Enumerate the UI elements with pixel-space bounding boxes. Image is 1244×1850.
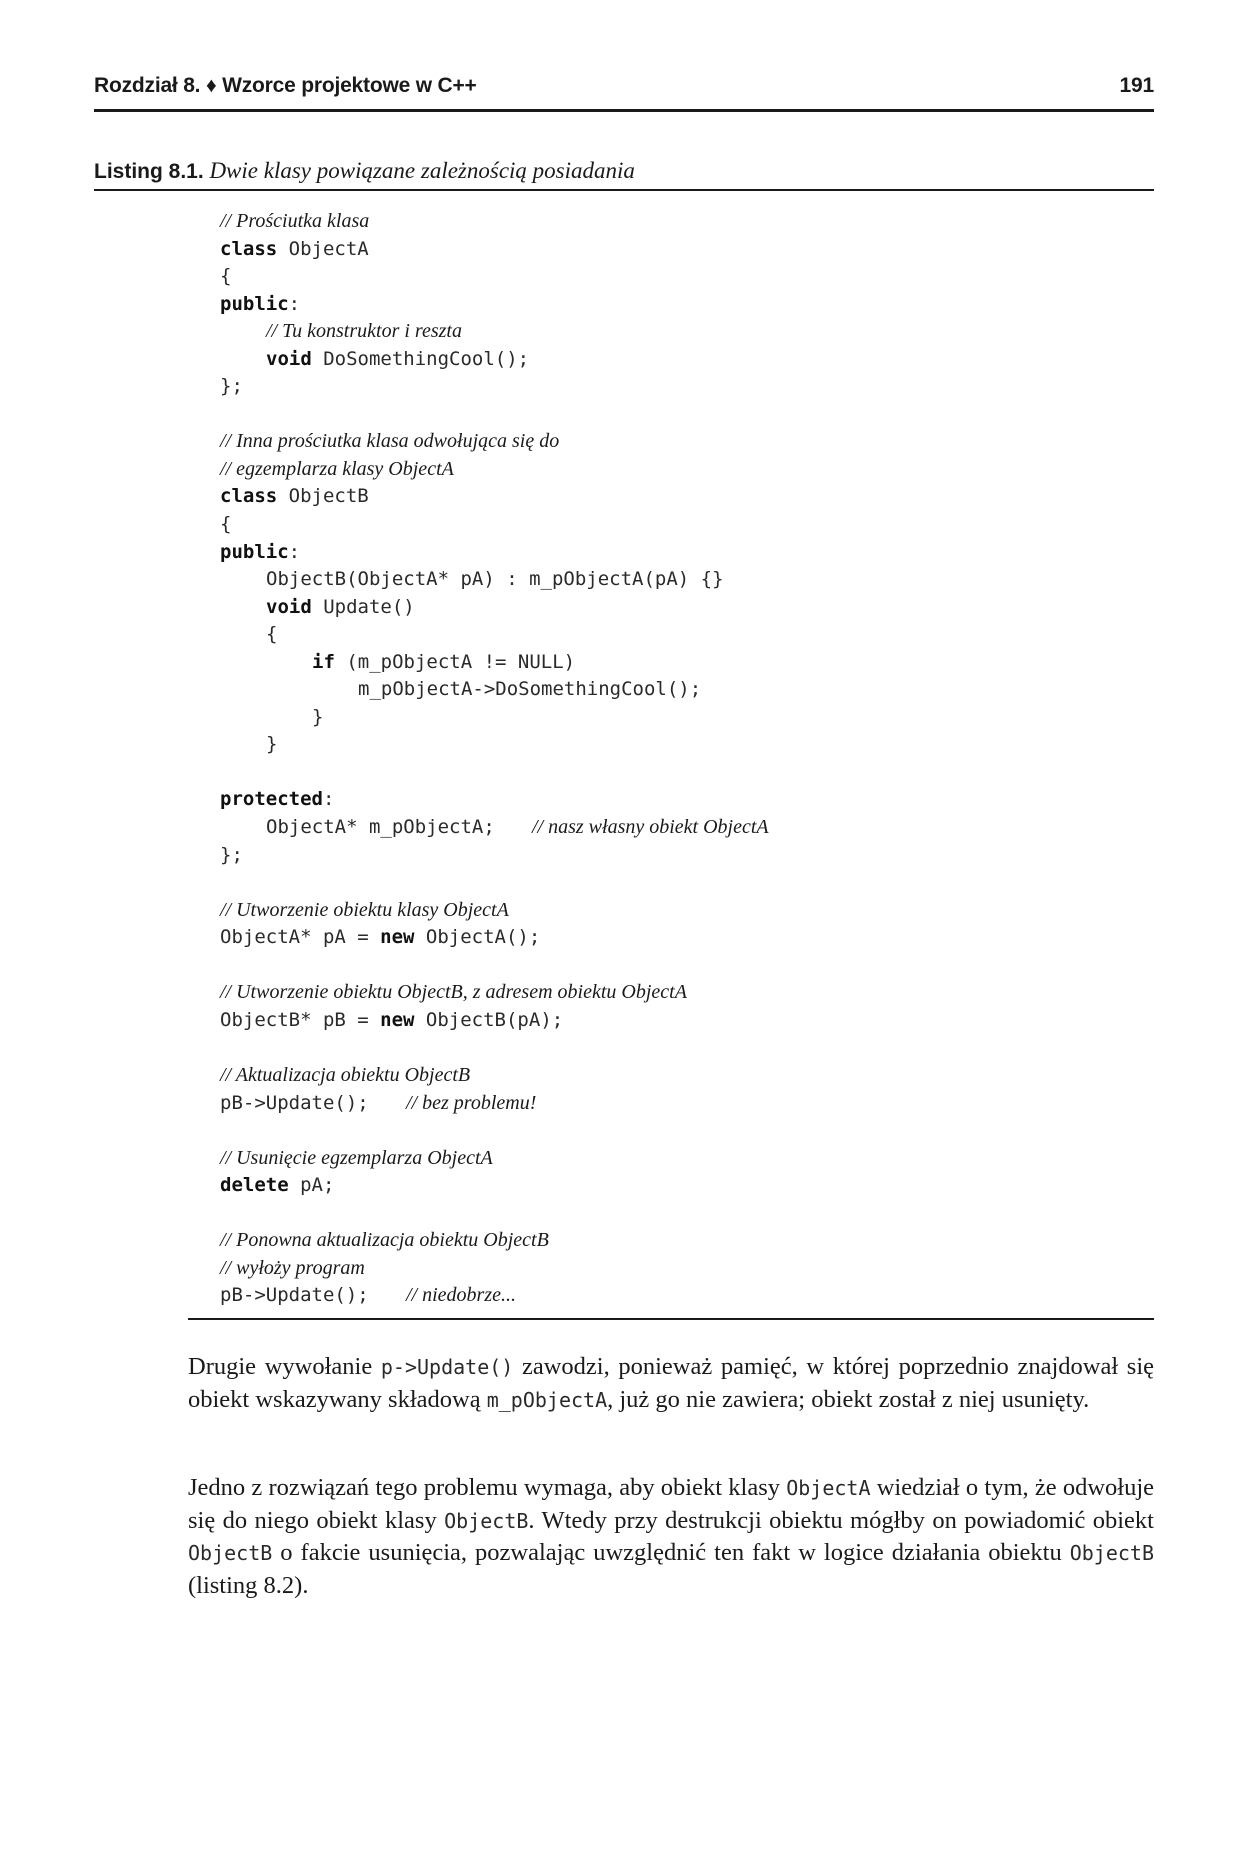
code-comment: // wyłoży program <box>220 1256 365 1279</box>
code-keyword: void <box>266 347 312 370</box>
code-keyword: void <box>266 595 312 618</box>
code-blank-line <box>220 759 1150 787</box>
code-inline-comment: // bez problemu! <box>406 1091 537 1114</box>
inline-code: ObjectB <box>444 1508 529 1533</box>
code-comment: // Aktualizacja obiektu ObjectB <box>220 1063 471 1086</box>
code-line: } <box>312 705 324 728</box>
code-blank-line <box>220 401 1150 429</box>
code-line <box>220 786 1150 814</box>
code-keyword: public <box>220 292 289 315</box>
code-line <box>220 1282 1150 1310</box>
paragraph-text: . Wtedy przy destrukcji obiektu mógłby on powiadomić obiekt <box>528 1506 1154 1534</box>
code-blank-line <box>220 1034 1150 1062</box>
code-comment: // egzemplarza klasy ObjectA <box>220 457 454 480</box>
listing-end-rule <box>188 1318 1154 1320</box>
listing-number: Listing 8.1. <box>94 160 204 183</box>
code-blank-line <box>220 1200 1150 1228</box>
code-line <box>220 236 1150 264</box>
paragraph-text: o fakcie usunięcia, pozwalając uwzględnić ten fakt w logice działania obiektu <box>272 1539 1070 1566</box>
code-line <box>220 1172 1150 1200</box>
code-text: : <box>288 292 301 315</box>
inline-code: m_pObjectA <box>486 1387 608 1412</box>
code-comment: // Ponowna aktualizacja obiektu ObjectB <box>220 1229 549 1252</box>
body-paragraph <box>188 1472 1154 1602</box>
code-text: ObjectB(pA); <box>414 1008 564 1031</box>
code-line <box>220 1007 1150 1035</box>
code-blank-line <box>220 952 1150 980</box>
code-line: } <box>266 733 278 756</box>
code-blank-line <box>220 869 1150 897</box>
code-text: pA; <box>288 1174 335 1197</box>
paragraph-text: (listing 8.2). <box>188 1571 309 1599</box>
inline-code: p->Update() <box>380 1355 514 1379</box>
code-line: }; <box>220 843 243 866</box>
listing-caption <box>94 158 635 184</box>
code-line: { <box>266 623 278 646</box>
code-keyword: protected <box>220 788 323 811</box>
code-listing <box>220 208 1150 1310</box>
code-line <box>220 483 1150 511</box>
code-text: : <box>322 788 335 811</box>
code-line <box>220 814 1150 842</box>
code-text: ObjectB* pB = <box>220 1008 381 1031</box>
code-comment: // Inna prościutka klasa odwołująca się do <box>220 430 560 453</box>
code-comment: // Utworzenie obiektu ObjectB, z adresem obiektu ObjectA <box>220 981 687 1004</box>
code-text: ObjectA* m_pObjectA; <box>266 816 495 839</box>
code-text: ObjectB <box>277 485 369 508</box>
paragraph-text: zawodzi, ponieważ pamięć, w której poprzednio znajdował się obiekt wskazywany składową <box>188 1353 1154 1413</box>
header-rule <box>94 109 1154 112</box>
paragraph-text: wiedział o tym, że odwołuje się do niego obiekt klasy <box>188 1474 1155 1534</box>
code-text: : <box>288 540 301 563</box>
paragraph-text: , już go nie zawiera; obiekt został z niej usunięty. <box>607 1385 1090 1413</box>
code-text: DoSomethingCool(); <box>311 347 530 370</box>
code-text: (m_pObjectA != NULL) <box>334 650 576 673</box>
code-comment: // Prościutka klasa <box>220 210 370 232</box>
code-keyword: new <box>380 1008 415 1031</box>
code-line: }; <box>220 375 243 398</box>
code-keyword: if <box>312 650 335 673</box>
code-line: { <box>220 513 232 536</box>
listing-title: Dwie klasy powiązane zależnością posiadania <box>209 158 635 183</box>
inline-code: ObjectB <box>188 1541 273 1565</box>
code-inline-comment: // niedobrze... <box>406 1284 516 1307</box>
paragraph-text: Jedno z rozwiązań tego problemu wymaga, aby obiekt klasy <box>188 1474 787 1501</box>
code-line <box>220 924 1150 952</box>
code-line <box>220 539 1150 567</box>
code-keyword: delete <box>220 1174 289 1197</box>
caption-rule <box>94 189 1154 191</box>
code-keyword: class <box>220 485 278 508</box>
code-line: { <box>220 265 232 288</box>
chapter-title: Rozdział 8. ♦ Wzorce projektowe w C++ <box>94 74 477 97</box>
inline-code: ObjectB <box>1069 1541 1154 1565</box>
code-text: ObjectA <box>277 237 369 260</box>
code-keyword: new <box>380 926 415 949</box>
code-text: pB->Update(); <box>220 1284 369 1307</box>
code-line <box>220 649 1150 677</box>
paragraph-text: Drugie wywołanie <box>188 1353 381 1380</box>
code-line <box>220 346 1150 374</box>
code-keyword: public <box>220 540 289 563</box>
code-comment: // Usunięcie egzemplarza ObjectA <box>220 1146 493 1169</box>
code-line: m_pObjectA->DoSomethingCool(); <box>358 678 702 701</box>
body-paragraph <box>188 1351 1154 1416</box>
code-comment: // Tu konstruktor i reszta <box>266 320 462 343</box>
code-line <box>220 1090 1150 1118</box>
code-text: pB->Update(); <box>220 1091 369 1114</box>
code-keyword: class <box>220 237 278 260</box>
code-text: Update() <box>311 595 415 618</box>
code-line: ObjectB(ObjectA* pA) : m_pObjectA(pA) {} <box>266 568 724 591</box>
code-line <box>220 291 1150 319</box>
page-number: 191 <box>1119 74 1154 97</box>
code-line <box>220 594 1150 622</box>
code-text: ObjectA* pA = <box>220 926 381 949</box>
code-blank-line <box>220 1117 1150 1145</box>
code-comment: // Utworzenie obiektu klasy ObjectA <box>220 898 509 921</box>
inline-code: ObjectA <box>786 1476 871 1500</box>
code-inline-comment: // nasz własny obiekt ObjectA <box>532 816 769 839</box>
code-text: ObjectA(); <box>414 926 541 949</box>
